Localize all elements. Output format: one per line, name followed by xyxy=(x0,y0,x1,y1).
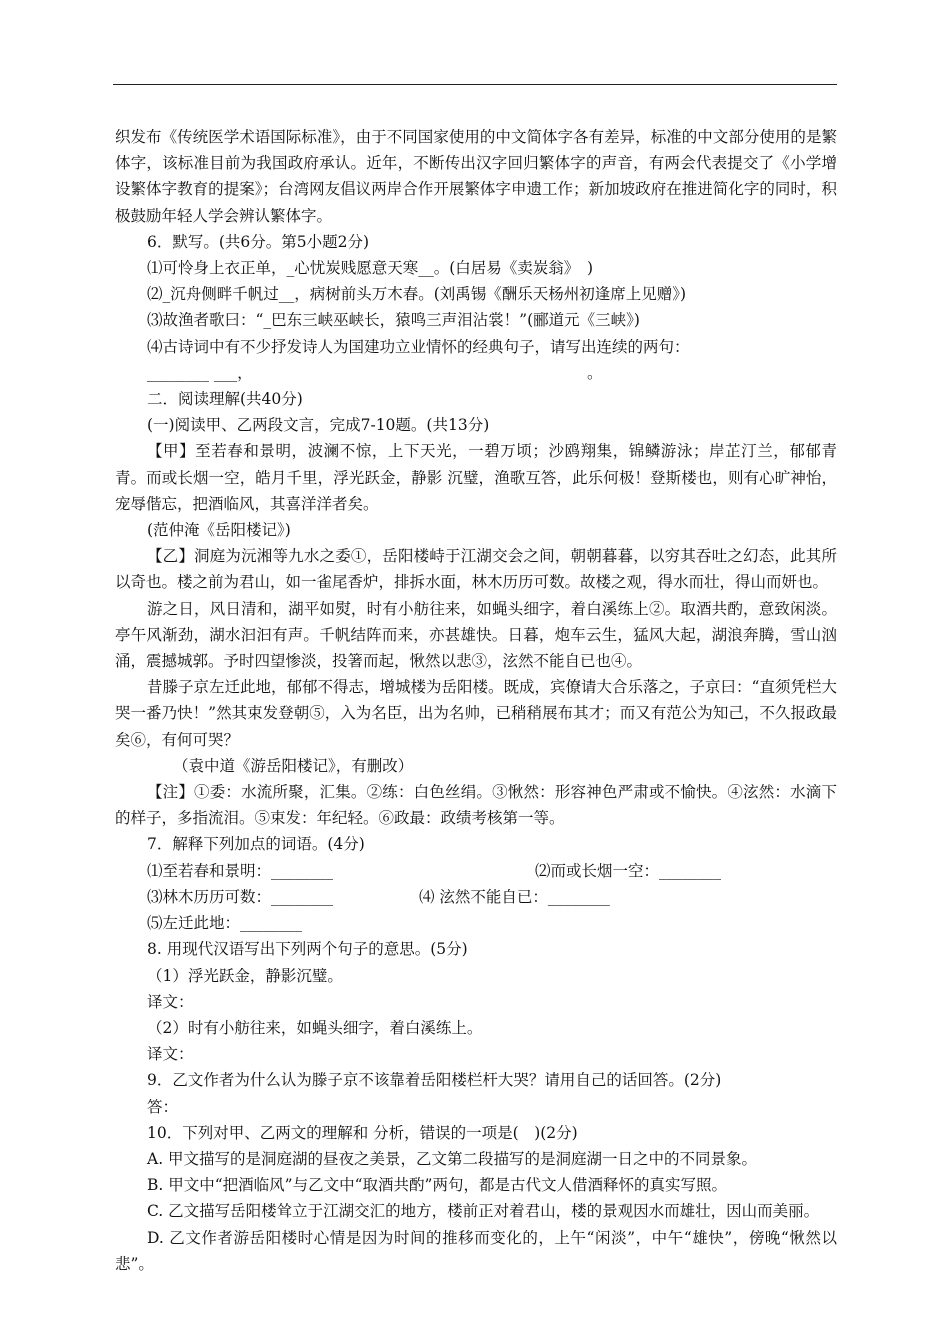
question-10-option-c: C. 乙文描写岳阳楼耸立于江湖交汇的地方，楼前正对着君山，楼的景观因水而雄壮，因山而美丽。 xyxy=(147,1202,820,1221)
passage-yi-source: （袁中道《游岳阳楼记》，有删改） xyxy=(173,756,414,775)
question-6-1: ⑴可怜身上衣正单，_心忧炭贱愿意天寒__。(白居易《卖炭翁》 ) xyxy=(147,259,594,278)
passage-yi-3: 昔滕子京左迁此地，郁郁不得志，增城楼为岳阳楼。既成，宾僚请大合乐落之，子京曰：“直须凭栏大哭一番乃快！”然其束发登朝⑤，入为名臣，出为名帅，已稍稍展布其才；而又有范公为知己，不久报政最矣⑥，有何可哭？ xyxy=(115,678,837,749)
question-10-option-d: D. 乙文作者游岳阳楼时心情是因为时间的推移而变化的，上午“闲淡”，中午“雄快”，傍晚“愀然以悲”。 xyxy=(115,1228,837,1273)
section-2-heading: 二．阅读理解(共40分) xyxy=(147,390,303,409)
question-7-4: ⑷ 泫然不能自已：________ xyxy=(419,887,610,906)
question-10-option-b: B. 甲文中“把酒临风”与乙文中“取酒共酌”两句，都是古代文人借酒释怀的真实写照。 xyxy=(147,1176,727,1195)
question-10: 10．下列对甲、乙两文的理解和 分析，错误的一项是( )(2分) xyxy=(147,1123,578,1142)
question-6-4: ⑷古诗词中有不少抒发诗人为国建功立业情怀的经典句子，请写出连续的两句： xyxy=(147,337,690,356)
question-8-2: （2）时有小舫往来，如蝇头细字，着白溪练上。 xyxy=(147,1018,483,1037)
passage-jia-source: (范仲淹《岳阳楼记》) xyxy=(147,521,291,540)
question-9: 9．乙文作者为什么认为滕子京不该靠着岳阳楼栏杆大哭？请用自己的话回答。(2分) xyxy=(147,1071,722,1090)
question-7-5: ⑸左迁此地：________ xyxy=(147,914,303,933)
question-7-1: ⑴至若春和景明：________ xyxy=(147,861,334,880)
blank-a: ________ ___， xyxy=(147,363,253,382)
question-7-3: ⑶林木历历可数：________ xyxy=(147,887,334,906)
passage-yi-2: 游之日，风日清和，湖平如熨，时有小舫往来，如蝇头细字，着白溪练上②。取酒共酌，意致闲淡。亭午风渐劲，湖水汩汩有声。千帆结阵而来，亦甚雄快。日暮，炮车云生，猛风大起，湖浪奔腾，雪山汹涌，震撼城郭。予时四望惨淡，投箸而起，愀然以悲③，泫然不能自已也④。 xyxy=(115,599,837,671)
translation-label-2: 译文： xyxy=(147,1045,194,1064)
passage-yi-1: 【乙】洞庭为沅湘等九水之委①，岳阳楼峙于江湖交会之间，朝朝暮暮，以穷其吞吐之幻态，此其所以奇也。楼之前为君山，如一雀尾香炉，排拆水面，林木历历可数。故楼之观，得水而壮，得山而妍也。 xyxy=(115,547,837,592)
question-10-option-a: A. 甲文描写的是洞庭湖的昼夜之美景，乙文第二段描写的是洞庭湖一日之中的不同景象。 xyxy=(147,1149,758,1168)
document-body xyxy=(115,124,837,1277)
question-7: 7．解释下列加点的词语。(4分) xyxy=(147,835,365,854)
blank-b: 。 xyxy=(587,363,603,382)
question-8: 8. 用现代汉语写出下列两个句子的意思。(5分) xyxy=(147,940,468,959)
question-8-1: （1）浮光跃金，静影沉璧。 xyxy=(147,966,343,985)
header-rule xyxy=(113,84,837,85)
subsection-1-heading: (一)阅读甲、乙两段文言，完成7-10题。(共13分) xyxy=(147,416,490,435)
question-6-4-blanks xyxy=(115,360,837,386)
question-6-2: ⑵_沉舟侧畔千帆过__，病树前头万木春。(刘禹锡《酬乐天杨州初逢席上见赠》) xyxy=(147,285,687,304)
question-6: 6．默写。(共6分。第5小题2分) xyxy=(147,232,370,251)
intro-paragraph: 织发布《传统医学术语国际标准》，由于不同国家使用的中文简体字各有差异，标准的中文部分使用的是繁体字，该标准目前为我国政府承认。近年，不断传出汉字回归繁体字的声音，有两会代表提交了《小学增设繁体字教育的提案》；台湾网友倡议两岸合作开展繁体字申遗工作；新加坡政府在推进简化字的同时，积极鼓励年轻人学会辨认繁体字。 xyxy=(115,128,837,225)
annotation-note: 【注】①委：水流所聚，汇集。②练：白色丝绢。③愀然：形容神色严肃或不愉快。④泫然：水滴下的样子，多指流泪。⑤束发：年纪轻。⑥政最：政绩考核第一等。 xyxy=(115,783,837,828)
passage-jia: 【甲】至若春和景明，波澜不惊，上下天光，一碧万顷；沙鸥翔集，锦鳞游泳；岸芷汀兰，郁郁青青。而或长烟一空，皓月千里，浮光跃金，静影 沉璧，渔歌互答，此乐何极！登斯楼也，则有心旷神怡，宠辱偕忘，把酒临风，其喜洋洋者矣。 xyxy=(115,442,837,513)
question-7-2: ⑵而或长烟一空：________ xyxy=(535,861,722,880)
answer-label: 答： xyxy=(147,1097,179,1116)
question-6-3: ⑶故渔者歌曰：“_巴东三峡巫峡长，猿鸣三声泪沾裳！”(郦道元《三峡》) xyxy=(147,311,640,330)
translation-label-1: 译文： xyxy=(147,992,194,1011)
question-7-row-2 xyxy=(115,884,837,910)
question-7-row-1 xyxy=(115,858,837,884)
